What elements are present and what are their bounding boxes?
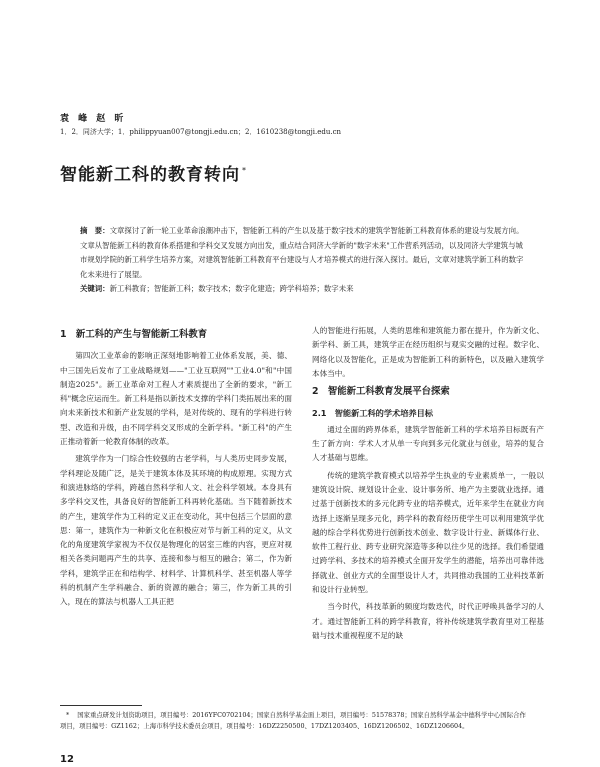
footnote-marker: * — [66, 711, 70, 719]
section-1-heading: 1 新工科的产生与智能新工科教育 — [60, 329, 208, 340]
footnote — [60, 710, 530, 731]
abstract-text: 文章探讨了新一轮工业革命浪潮冲击下，智能新工科的产生以及基于数字技术的建筑学智能新工科教育体系的建设与发展方向。文章从智能新工科的教育体系搭建和学科交叉发展方向出发，重点结合同济大学新的"数字未来"工作营系列活动，以及同济大学建筑与城市规划学院的新工科学生培养方案，对建筑智能新工科教育平台建设与人才培养模式的进行深入探讨。最后，文章对建筑学新工科的数字化未来进行了展望。 — [80, 226, 524, 279]
keywords-text: 新工科教育；智能新工科；数字技术；数字化建造；跨学科培养；数字未来 — [109, 284, 354, 294]
body-paragraph-continued: 人的智能进行拓展，人类的思维和建筑能力都在提升，作为新文化、新学科、新工具，建筑学正在经历组织与观实交融的过程。数字化、网络化以及智能化，正是成为智能新工科的新特色，以及融入建筑学本体当中。 — [312, 326, 544, 378]
body-paragraph: 当今时代，科技革新的频度均数迭代，时代正呼唤具备学习的人才。通过智能新工科的跨学科教育，将补传统建筑学教育里对工程基础与技术重视程度不足的缺 — [312, 602, 544, 640]
page-number: 12 — [60, 754, 74, 765]
body-paragraph: 建筑学作为一门综合性较强的古老学科，与人类历史同步发展，学科理论及随广泛，是关于建筑本体及其环境的构成原理。实现方式和演进脉络的学科，跨越自然科学和人文、社会科学领域。本身具有多学科交叉性，具备良好的智能新工科再转化基础。当下随着新技术的产生，建筑学作为工科的定义正在变动化，其中包括三个层面的意思：第一，建筑作为一种新文化在积极应对节与新工科的定义，从文化的角度建筑学家视为不仅仅是物理化的居室三维的内容，更应对视相关各类问题再产生的共享、连接和参与相互的融合；第二，作为新学科，建筑学正在和结构学、材料学、计算机科学、甚至机器人等学科的机制产生学科融合、新的资源的融合；第三，作为新工具的引入，现在的算法与机器人工具正把 — [60, 454, 292, 607]
author-names: 袁 峰 赵 昕 — [60, 114, 127, 124]
left-column — [60, 324, 292, 613]
title-text: 智能新工科的教育转向 — [60, 165, 240, 185]
title-footnote-mark: * — [242, 166, 247, 176]
body-paragraph: 传统的建筑学教育模式以培养学生执业的专业素质单一，一般以建筑设计院、规划设计企业、设计事务所、地产为主要就业选择。通过基于创新技术的多元化跨专业的培养模式，近年来学生在就业方向选择上逐渐呈现多元化，跨学科的教育经历使学生可以利用建筑学优越的综合学科优势进行创新技术创业、数字设计行业、新媒体行业、软件工程行业、跨专业研究深造等多种以往少见的选择。我们希望通过跨学科、多技术的培养模式全面开发学生的潜能，培养出可靠伴选择就业、创业方式的全面型设计人才，共同推动我国的工业科技革新和设计行业转型。 — [312, 470, 544, 595]
section-2-heading: 2 智能新工科教育发展平台探索 — [312, 386, 450, 398]
section-2-1-heading: 2.1 智能新工科的学术培养目标 — [312, 408, 433, 419]
abstract-label: 摘 要： — [80, 226, 110, 235]
footnote-divider — [60, 705, 142, 706]
right-column — [312, 324, 544, 646]
abstract-block — [80, 224, 525, 297]
keywords-label: 关键词： — [80, 284, 110, 294]
footnote-text: 国家重点研发计划资助项目，项目编号：2016YFC0702104；国家自然科学基金面上项目，项目编号：51578378；国家自然科学基金中德科学中心国际合作项目，项目编号：GZ1162；上海市科学技术委员会项目，项目编号：16DZ2250500、17DZ1203405、16DZ1206502、16DZ1206604。 — [60, 711, 526, 730]
body-paragraph: 通过全面的跨界体系，建筑学智能新工科的学术培养目标既有产生了新方向：学术人才从单一专向到多元化就业与创业，培养的复合人才基础与思维。 — [312, 424, 544, 463]
body-paragraph: 第四次工业革命的影响正深刻地影响着工业体系发展，美、德、中三国先后发布了工业战略规划——"工业互联网""工业4.0"和"中国制造2025"。新工业革命对工程人才素质提出了全新的要求，"新工科"概念应运而生。新工科是指以新技术支撑的学科门类拓展出来的面向未来新技术和新产业发展的学科，是对传统的、现有的学科进行转型、改造和升级，由不同学科交叉形成的全新学科。"新工科"的产生正推动着新一轮教育体制的改革。 — [60, 351, 292, 447]
paper-title — [60, 160, 247, 185]
author-affiliation: 1．2．同济大学；1．philippyuan007@tongji.edu.cn；2．1610238@tongji.edu.cn — [60, 128, 342, 136]
